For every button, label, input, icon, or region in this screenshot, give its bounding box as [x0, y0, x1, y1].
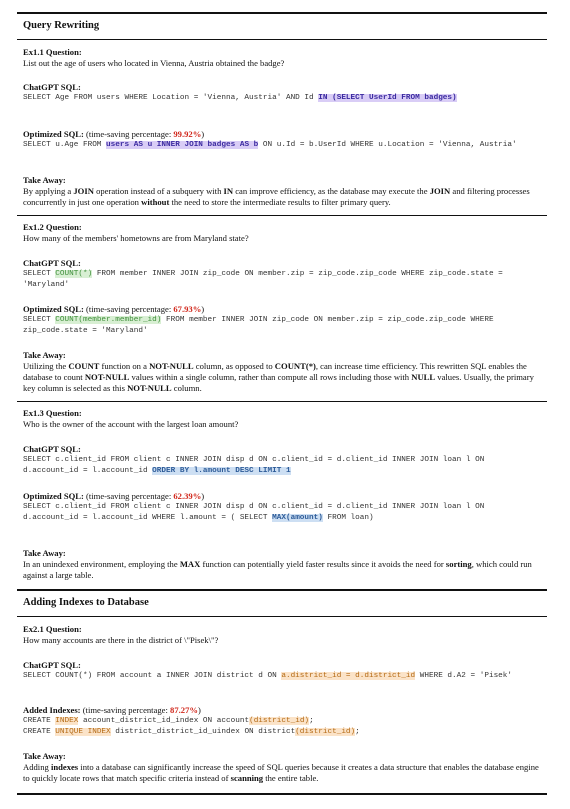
question-label: Ex1.3 Question:: [23, 408, 82, 418]
added-indexes-header: Added Indexes: (time-saving percentage: 87.27%): [23, 705, 201, 715]
ex21-question-block: [23, 624, 543, 646]
ex13-takeaway-block: [23, 548, 543, 581]
chatgpt-sql-label: ChatGPT SQL:: [23, 660, 81, 670]
chatgpt-sql-label: ChatGPT SQL:: [23, 444, 81, 454]
ex12-optimized-block: [23, 304, 543, 337]
question-label: Ex1.1 Question:: [23, 47, 82, 57]
ex13-chatgpt-block: [23, 444, 543, 477]
optimized-sql-header: Optimized SQL: (time-saving percentage: 62.39%): [23, 491, 205, 501]
chatgpt-sql-code: SELECT COUNT(*) FROM member INNER JOIN zip_code ON member.zip = zip_code.zip_code WHERE zip_code.state = 'Maryland': [23, 270, 508, 289]
takeaway-label: Take Away:: [23, 175, 66, 185]
highlight-count: COUNT(*): [55, 270, 93, 278]
takeaway-label: Take Away:: [23, 350, 66, 360]
time-saving-percentage: 67.93%: [173, 304, 202, 314]
question-text: How many of the members' hometowns are from Maryland state?: [23, 233, 249, 243]
section-rule: [17, 39, 547, 40]
time-saving-percentage: 99.92%: [173, 129, 202, 139]
chatgpt-sql-code: SELECT Age FROM users WHERE Location = 'Vienna, Austria' AND Id IN (SELECT UserId FROM badges): [23, 94, 457, 102]
takeaway-text: In an unindexed environment, employing the MAX function can potentially yield faster results since it avoids the need for sorting, which could run against a large table.: [23, 559, 532, 580]
ex11-optimized-block: [23, 129, 543, 151]
ex11-takeaway-block: [23, 175, 543, 208]
time-saving-percentage: 87.27%: [170, 705, 198, 715]
takeaway-label: Take Away:: [23, 548, 66, 558]
question-text: How many accounts are there in the district of \"Pisek\"?: [23, 635, 219, 645]
section-title-query-rewriting: Query Rewriting: [23, 20, 100, 31]
highlight-max: MAX(amount): [272, 514, 323, 522]
chatgpt-sql-code: SELECT COUNT(*) FROM account a INNER JOIN district d ON a.district_id = d.district_id WHERE d.A2 = 'Pisek': [23, 672, 513, 680]
takeaway-text: By applying a JOIN operation instead of a subquery with IN can improve efficiency, as the database may execute the JOIN and filtering processes concurrently in just one operation without the need to store the intermediate results to filter primary query.: [23, 186, 530, 207]
ex12-question-block: [23, 222, 543, 244]
section-rule: [17, 616, 547, 617]
index-statement-1: CREATE INDEX account_district_id_index ON account(district_id);: [23, 717, 314, 725]
chatgpt-sql-label: ChatGPT SQL:: [23, 258, 81, 268]
time-saving-percentage: 62.39%: [173, 491, 202, 501]
takeaway-text: Utilizing the COUNT function on a NOT-NULL column, as opposed to COUNT(*), can increase time efficiency. This rewritten SQL enables the database to count NOT-NULL values within a single column, rather than compute all rows including those with NULL values. Usually, the primary key column is selected as this NOT-NULL column.: [23, 361, 534, 393]
optimized-sql-code: SELECT u.Age FROM users AS u INNER JOIN badges AS b ON u.Id = b.UserId WHERE u.Location = 'Vienna, Austria': [23, 141, 517, 149]
question-label: Ex1.2 Question:: [23, 222, 82, 232]
ex11-chatgpt-block: [23, 82, 543, 104]
chatgpt-sql-label: ChatGPT SQL:: [23, 82, 81, 92]
divider: [17, 401, 547, 402]
highlight-count: COUNT(member.member_id): [55, 316, 162, 324]
question-text: Who is the owner of the account with the largest loan amount?: [23, 419, 239, 429]
takeaway-label: Take Away:: [23, 751, 66, 761]
bottom-rule: [17, 793, 547, 795]
divider: [17, 215, 547, 216]
ex21-takeaway-block: [23, 751, 543, 784]
highlight-join-condition: a.district_id = d.district_id: [281, 672, 416, 680]
ex21-indexes-block: [23, 705, 543, 738]
ex12-chatgpt-block: [23, 258, 543, 291]
ex11-question-block: [23, 47, 543, 69]
takeaway-text: Adding indexes into a database can significantly increase the speed of SQL queries because it creates a data structure that enables the database engine to quickly locate rows that match specific criteria instead of scanning the entire table.: [23, 762, 539, 783]
top-rule: [17, 12, 547, 14]
question-text: List out the age of users who located in Vienna, Austria obtained the badge?: [23, 58, 285, 68]
question-label: Ex2.1 Question:: [23, 624, 82, 634]
section-rule-top: [17, 589, 547, 591]
ex21-chatgpt-block: [23, 660, 543, 682]
optimized-sql-code: SELECT c.client_id FROM client c INNER JOIN disp d ON c.client_id = d.client_id INNER JOIN loan l ON d.account_id = l.account_id WHERE l.amount = ( SELECT MAX(amount) FROM loan): [23, 503, 489, 522]
chatgpt-sql-code: SELECT c.client_id FROM client c INNER JOIN disp d ON c.client_id = d.client_id INNER JOIN loan l ON d.account_id = l.account_id ORDER BY l.amount DESC LIMIT 1: [23, 456, 489, 475]
index-statement-2: CREATE UNIQUE INDEX district_district_id_uindex ON district(district_id);: [23, 728, 360, 736]
optimized-sql-code: SELECT COUNT(member.member_id) FROM member INNER JOIN zip_code ON member.zip = zip_code.zip_code WHERE zip_code.state = 'Maryland': [23, 316, 499, 335]
ex13-question-block: [23, 408, 543, 430]
highlight-join: users AS u INNER JOIN badges AS b: [106, 141, 259, 149]
section-title-adding-indexes: Adding Indexes to Database: [23, 597, 149, 608]
highlight-subquery: IN (SELECT UserId FROM badges): [318, 94, 457, 102]
ex12-takeaway-block: [23, 350, 543, 394]
ex13-optimized-block: [23, 491, 543, 524]
optimized-sql-header: Optimized SQL: (time-saving percentage: 67.93%): [23, 304, 205, 314]
optimized-sql-header: Optimized SQL: (time-saving percentage: 99.92%): [23, 129, 205, 139]
highlight-order-by: ORDER BY l.amount DESC LIMIT 1: [152, 467, 291, 475]
